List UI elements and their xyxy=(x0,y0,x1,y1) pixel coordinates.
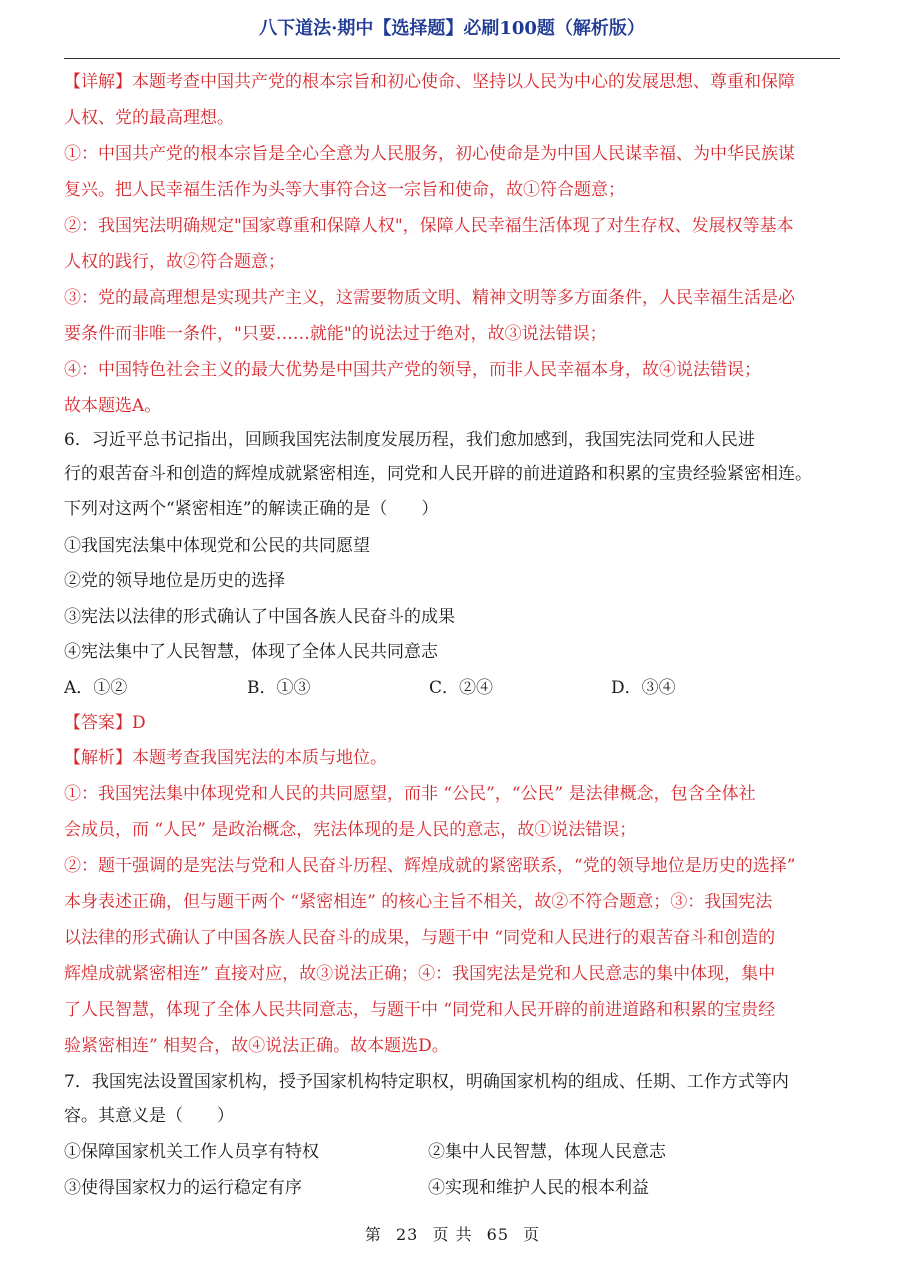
question6-analysis-line-2: ①：我国宪法集中体现党和人民的共同愿望，而非 “公民”，“公民” 是法律概念，包含全体社 xyxy=(64,784,756,804)
explain5-line-4: 复兴。把人民幸福生活作为头等大事符合这一宗旨和使命，故①符合题意； xyxy=(64,180,625,200)
explain5-line-5: ②：我国宪法明确规定"国家尊重和保障人权"，保障人民幸福生活体现了对生存权、发展权等基本 xyxy=(64,216,794,236)
explain5-line-7: ③：党的最高理想是实现共产主义，这需要物质文明、精神文明等多方面条件，人民幸福生活是必 xyxy=(64,288,795,308)
explain5-line-9: ④：中国特色社会主义的最大优势是中国共产党的领导，而非人民幸福本身，故④说法错误； xyxy=(64,360,761,380)
question7-statement-1: ①保障国家机关工作人员享有特权 xyxy=(64,1142,319,1162)
question6-stem-line-2: 行的艰苦奋斗和创造的辉煌成就紧密相连，同党和人民开辟的前进道路和积累的宝贵经验紧密相连。 xyxy=(64,464,812,484)
question6-analysis-line-5: 本身表述正确，但与题干两个 “紧密相连” 的核心主旨不相关，故②不符合题意；③：我国宪法 xyxy=(64,892,773,912)
explain5-line-6: 人权的践行，故②符合题意； xyxy=(64,252,285,272)
question6-statement-4: ④宪法集中了人民智慧，体现了全体人民共同意志 xyxy=(64,642,438,662)
page-number-current: 23 xyxy=(396,1225,419,1244)
question7-statement-2: ②集中人民智慧，体现人民意志 xyxy=(428,1142,666,1162)
page-footer xyxy=(0,1222,905,1245)
question6-analysis-line-3: 会成员，而 “人民” 是政治概念，宪法体现的是人民的意志，故①说法错误； xyxy=(64,820,637,840)
page-suffix: 页 xyxy=(523,1225,541,1244)
page-number-total: 65 xyxy=(486,1225,509,1244)
explain5-line-8: 要条件而非唯一条件，"只要……就能"的说法过于绝对，故③说法错误； xyxy=(64,324,607,344)
question6-analysis-line-4: ②：题干强调的是宪法与党和人民奋斗历程、辉煌成就的紧密联系，“党的领导地位是历史的选择” xyxy=(64,856,796,876)
question6-statement-1: ①我国宪法集中体现党和公民的共同愿望 xyxy=(64,536,370,556)
explain5-line-1: 【详解】本题考查中国共产党的根本宗旨和初心使命、坚持以人民为中心的发展思想、尊重和保障 xyxy=(64,72,795,92)
option-b: B．①③ xyxy=(247,678,311,698)
option-c: C．②④ xyxy=(429,678,494,698)
header-divider xyxy=(64,58,840,59)
explain5-conclusion: 故本题选A。 xyxy=(64,396,162,416)
question6-statement-2: ②党的领导地位是历史的选择 xyxy=(64,571,285,591)
question6-analysis-line-1: 【解析】本题考查我国宪法的本质与地位。 xyxy=(64,748,387,768)
question6-analysis-line-7: 辉煌成就紧密相连” 直接对应，故③说法正确；④：我国宪法是党和人民意志的集中体现，集中 xyxy=(64,964,776,984)
option-d: D．③④ xyxy=(611,678,676,698)
question7-statement-3: ③使得国家权力的运行稳定有序 xyxy=(64,1178,302,1198)
explain5-line-2: 人权、党的最高理想。 xyxy=(64,108,234,128)
page-prefix: 第 xyxy=(364,1225,382,1244)
option-a: A．①② xyxy=(64,678,128,698)
question7-stem-line-1: 7．我国宪法设置国家机构，授予国家机构特定职权，明确国家机构的组成、任期、工作方式等内 xyxy=(64,1072,789,1092)
question6-stem-line-3: 下列对这两个“紧密相连”的解读正确的是（ ） xyxy=(64,499,439,519)
question6-answer: 【答案】D xyxy=(64,713,146,733)
question6-stem-line-1: 6．习近平总书记指出，回顾我国宪法制度发展历程，我们愈加感到，我国宪法同党和人民进 xyxy=(64,430,755,450)
question6-analysis-line-9: 验紧密相连” 相契合，故④说法正确。故本题选D。 xyxy=(64,1036,449,1056)
document-header: 八下道法·期中【选择题】必刷100题（解析版） xyxy=(259,18,645,39)
page-mid: 页 共 xyxy=(432,1225,473,1244)
question6-analysis-line-6: 以法律的形式确认了中国各族人民奋斗的成果，与题干中 “同党和人民进行的艰苦奋斗和创造的 xyxy=(64,928,776,948)
explain5-line-3: ①：中国共产党的根本宗旨是全心全意为人民服务，初心使命是为中国人民谋幸福、为中华民族谋 xyxy=(64,144,795,164)
question7-stem-line-2: 容。其意义是（ ） xyxy=(64,1106,234,1126)
question7-statement-4: ④实现和维护人民的根本利益 xyxy=(428,1178,649,1198)
question6-analysis-line-8: 了人民智慧，体现了全体人民共同意志，与题干中 “同党和人民开辟的前进道路和积累的宝贵经 xyxy=(64,1000,776,1020)
question6-statement-3: ③宪法以法律的形式确认了中国各族人民奋斗的成果 xyxy=(64,607,455,627)
